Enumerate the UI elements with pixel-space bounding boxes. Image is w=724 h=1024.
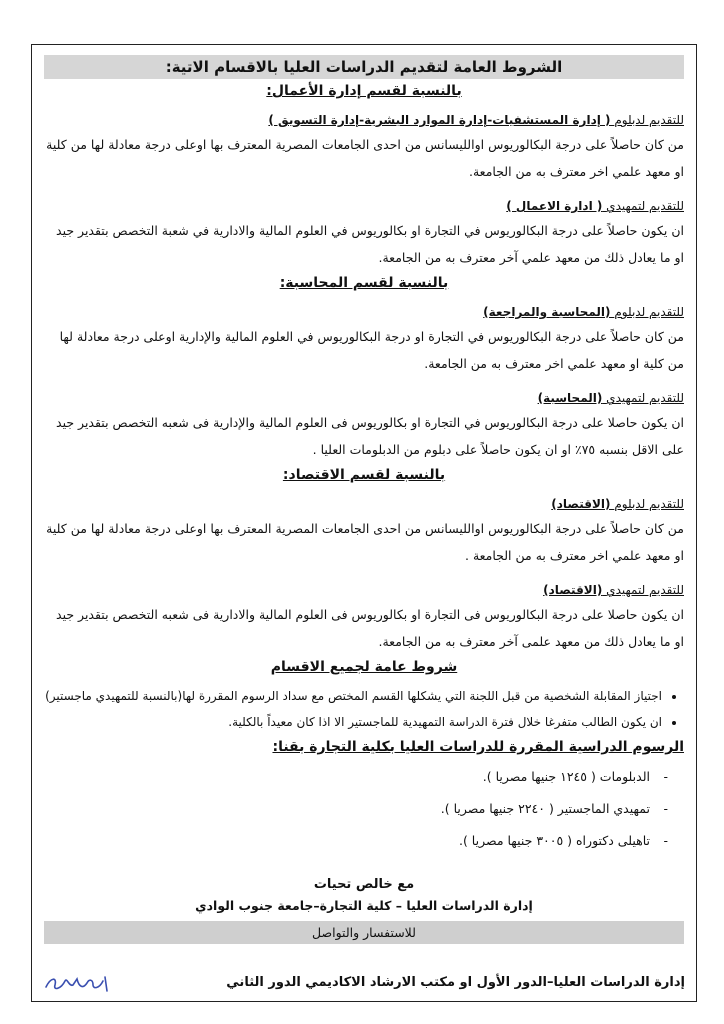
footer-address: إدارة الدراسات العليا–الدور الأول او مكتب الارشاد الاكاديمي الدور الثاني (226, 974, 685, 990)
section-economics (44, 467, 684, 655)
general-rules-heading: شروط عامة لجميع الاقسام (270, 659, 458, 675)
entry-text: من كان حاصلاً على درجة البكالوريوس اوالليسانس من احدى الجامعات المصرية المعترف بها اوعلى درجة معادلة لها من كلية او معهد علمي اخر معترف به من الجامعة . (46, 521, 684, 563)
entry-label-prefix: للتقديم لدبلوم (614, 497, 684, 511)
entry-text: من كان حاصلاً على درجة البكالوريوس اوالليسانس من احدى الجامعات المصرية المعترف بها اوعلى درجة معادلة لها من كلية او معهد علمي اخر معترف به من الجامعة. (46, 137, 684, 179)
entry-label-program: ( ادارة الاعمال ) (506, 199, 603, 213)
contact-heading: للاستفسار والتواصل (44, 921, 684, 944)
entry-label-program: (المحاسبة والمراجعة) (483, 305, 611, 319)
list-item: • اجتياز المقابلة الشخصية من قبل اللجنة التي يشكلها القسم المختص مع سداد الرسوم المقررة لها(بالنسبة للتمهيدي ماجستير) (44, 683, 662, 709)
document-title: الشروط العامة لتقديم الدراسات العليا بالاقسام الاتية: (44, 55, 684, 79)
footer (31, 966, 697, 998)
document-frame (31, 44, 697, 1002)
entry-text: ان يكون حاصلا على درجة البكالوريوس فى التجارة او بكالوريوس فى العلوم المالية والادارية فى شعبه التخصص بتقدير جيد او ما يعادل ذلك من معهد علمى آخر معترف به من الجامعة. (56, 607, 684, 649)
handwritten-signature-icon (43, 969, 113, 995)
fees-heading: الرسوم الدراسية المقررة للدراسات العليا بكلية التجارة بقنا: (272, 739, 684, 755)
fees-list (44, 761, 684, 857)
list-item: - تمهيدي الماجستير ( ٢٢٤٠ جنيها مصريا ). (44, 793, 668, 825)
entry-label (44, 583, 684, 597)
entry-text: ان يكون حاصلاً على درجة البكالوريوس في التجارة او بكالوريوس في العلوم المالية والادارية في شعبة التخصص بتقدير جيد او ما يعادل ذلك من معهد علمي آخر معترف به من الجامعة. (56, 223, 684, 265)
entry-label (44, 199, 684, 213)
general-rules-list (44, 683, 684, 735)
entry-label (44, 305, 684, 319)
entry-label-prefix: للتقديم لدبلوم (614, 305, 684, 319)
signature-line: إدارة الدراسات العليا – كلية التجارة–جامعة جنوب الوادي (195, 898, 533, 913)
entry-label (44, 391, 684, 405)
section-heading: بالنسبة لقسم الاقتصاد: (282, 467, 446, 483)
general-rules (44, 659, 684, 735)
section-accounting (44, 275, 684, 463)
entry-label-prefix: للتقديم لدبلوم (614, 113, 684, 127)
list-item: - الدبلومات ( ١٢٤٥ جنيها مصريا ). (44, 761, 668, 793)
section-heading: بالنسبة لقسم إدارة الأعمال: (266, 83, 462, 99)
entry-label-prefix: للتقديم لتمهيدي (606, 199, 684, 213)
entry-label-prefix: للتقديم لتمهيدي (606, 583, 684, 597)
entry-text: ان يكون حاصلا على درجة البكالوريوس في التجارة او بكالوريوس فى العلوم المالية والإدارية فى شعبه التخصص بتقدير جيد على الاقل بنسبه ٧٥٪ او ان يكون حاصلاً على دبلوم من الدبلومات العليا . (56, 415, 684, 457)
document-content (32, 55, 696, 944)
entry-label-program: (الاقتصاد) (543, 583, 603, 597)
entry-label-program: ( إدارة المستشفيات-إدارة الموارد البشرية-إدارة التسويق ) (268, 113, 611, 127)
fees-section (44, 739, 684, 857)
entry-text: من كان حاصلاً على درجة البكالوريوس في التجارة او درجة البكالوريوس في العلوم المالية والإدارية اوعلى درجة معادلة لها من كلية او معهد علمي اخر معترف به من الجامعة. (59, 329, 684, 371)
section-business-administration (44, 83, 684, 271)
closing-greeting: مع خالص تحيات (313, 877, 415, 892)
section-heading: بالنسبة لقسم المحاسبة: (279, 275, 449, 291)
entry-label-program: (المحاسبة) (537, 391, 603, 405)
list-item: - تاهيلى دكتوراه ( ٣٠٠٥ جنيها مصريا ). (44, 825, 668, 857)
list-item: • ان يكون الطالب متفرغا خلال فترة الدراسة التمهيدية للماجستير الا اذا كان معيداً بالكلية. (44, 709, 662, 735)
entry-label (44, 113, 684, 127)
entry-label (44, 497, 684, 511)
entry-label-prefix: للتقديم لتمهيدي (606, 391, 684, 405)
entry-label-program: (الاقتصاد) (551, 497, 611, 511)
